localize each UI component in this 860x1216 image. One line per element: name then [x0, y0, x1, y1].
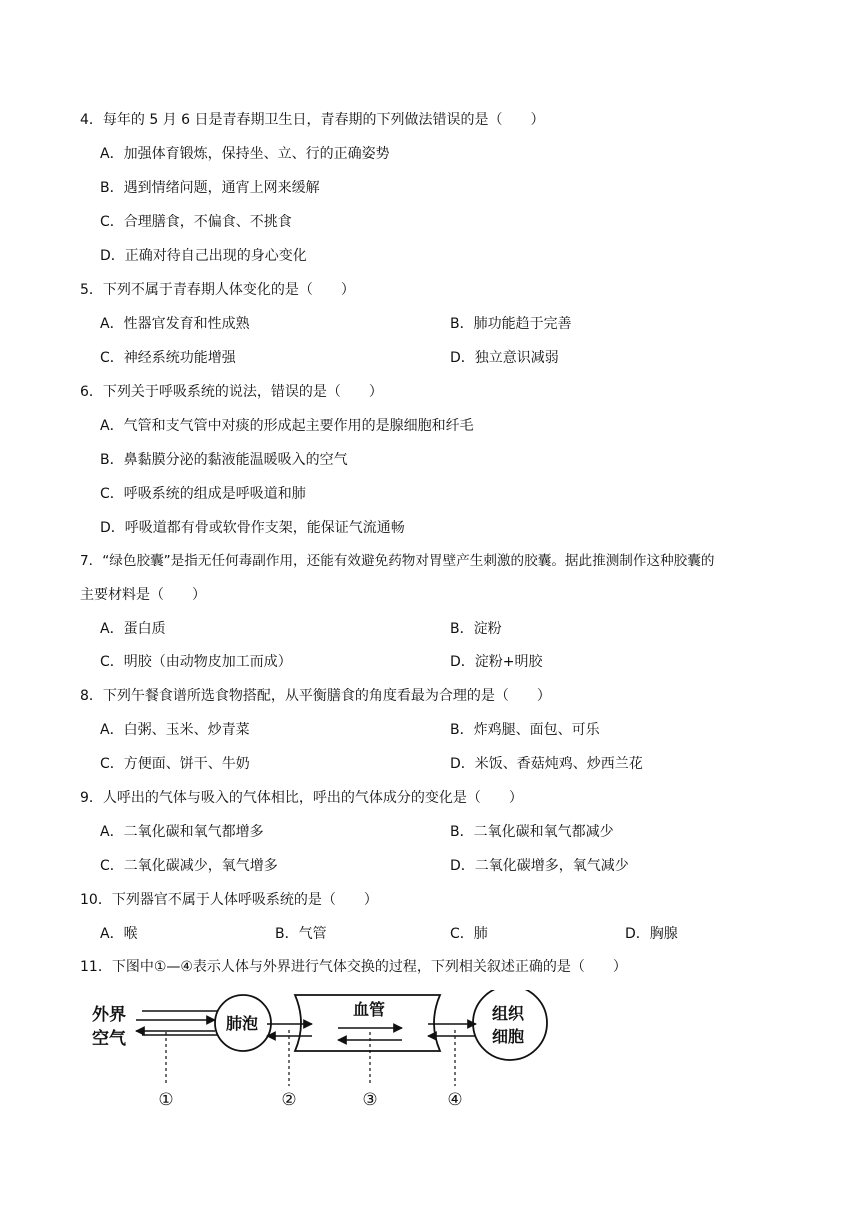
question-4-option-d: D．正确对待自己出现的身心变化	[100, 248, 307, 264]
question-6-option-c: C．呼吸系统的组成是呼吸道和肺	[100, 486, 306, 502]
marker-3: ③	[362, 1090, 378, 1110]
question-8-option-d: D．米饭、香菇炖鸡、炒西兰花	[450, 756, 643, 772]
question-10-option-a: A．喉	[100, 926, 138, 942]
question-5-option-c: C．神经系统功能增强	[100, 350, 236, 366]
question-6-option-d: D．呼吸道都有骨或软骨作支架，能保证气流通畅	[100, 520, 405, 536]
question-5-option-a: A．性器官发育和性成熟	[100, 316, 250, 332]
question-10-option-d: D．胸腺	[625, 926, 678, 942]
question-7-option-a: A．蛋白质	[100, 621, 166, 637]
question-7-stem-line-1: 7．“绿色胶囊”是指无任何毒副作用，还能有效避免药物对胃壁产生刺激的胶囊。据此推测制作这种胶囊的	[80, 553, 715, 569]
marker-4: ④	[447, 1090, 463, 1110]
marker-1: ①	[158, 1090, 174, 1110]
label-alveolus: 肺泡	[226, 1014, 259, 1033]
question-10-option-b: B．气管	[275, 926, 327, 942]
label-tissue-1: 组织	[492, 1004, 525, 1023]
question-10-option-c: C．肺	[450, 926, 488, 942]
question-4-option-c: C．合理膳食，不偏食、不挑食	[100, 214, 292, 230]
question-9-option-b: B．二氧化碳和氧气都减少	[450, 824, 614, 840]
question-4-option-a: A．加强体育锻炼，保持坐、立、行的正确姿势	[100, 146, 390, 162]
question-9-stem: 9．人呼出的气体与吸入的气体相比，呼出的气体成分的变化是（ ）	[80, 790, 523, 806]
marker-2: ②	[281, 1090, 297, 1110]
question-7-option-b: B．淀粉	[450, 621, 502, 637]
question-9-option-c: C．二氧化碳减少，氧气增多	[100, 858, 278, 874]
question-7-option-d: D．淀粉+明胶	[450, 654, 543, 670]
question-11-stem: 11．下图中①—④表示人体与外界进行气体交换的过程，下列相关叙述正确的是（ ）	[80, 959, 627, 975]
question-6-option-b: B．鼻黏膜分泌的黏液能温暖吸入的空气	[100, 452, 348, 468]
question-4-stem: 4．每年的 5 月 6 日是青春期卫生日，青春期的下列做法错误的是（ ）	[80, 112, 545, 128]
question-8-option-c: C．方便面、饼干、牛奶	[100, 756, 250, 772]
question-8-option-a: A．白粥、玉米、炒青菜	[100, 722, 250, 738]
question-4-option-b: B．遇到情绪问题，通宵上网来缓解	[100, 180, 320, 196]
question-9-option-a: A．二氧化碳和氧气都增多	[100, 824, 264, 840]
question-6-option-a: A．气管和支气管中对痰的形成起主要作用的是腺细胞和纤毛	[100, 418, 474, 434]
label-outside-air-1: 外界	[92, 1005, 126, 1025]
question-7-stem-line-2: 主要材料是（ ）	[80, 587, 206, 603]
question-9-option-d: D．二氧化碳增多，氧气减少	[450, 858, 629, 874]
label-blood-vessel: 血管	[353, 1000, 386, 1019]
question-5-option-b: B．肺功能趋于完善	[450, 316, 572, 332]
question-5-option-d: D．独立意识减弱	[450, 350, 559, 366]
gas-exchange-diagram	[90, 990, 560, 1112]
label-tissue-2: 细胞	[492, 1027, 525, 1046]
question-8-stem: 8．下列午餐食谱所选食物搭配，从平衡膳食的角度看最为合理的是（ ）	[80, 688, 551, 704]
label-outside-air-2: 空气	[92, 1029, 126, 1049]
question-5-stem: 5．下列不属于青春期人体变化的是（ ）	[80, 282, 355, 298]
tissue-cell-circle	[473, 990, 547, 1060]
question-10-stem: 10．下列器官不属于人体呼吸系统的是（ ）	[80, 892, 378, 908]
question-7-option-c: C．明胶（由动物皮加工而成）	[100, 654, 292, 670]
question-8-option-b: B．炸鸡腿、面包、可乐	[450, 722, 600, 738]
question-6-stem: 6．下列关于呼吸系统的说法，错误的是（ ）	[80, 384, 383, 400]
